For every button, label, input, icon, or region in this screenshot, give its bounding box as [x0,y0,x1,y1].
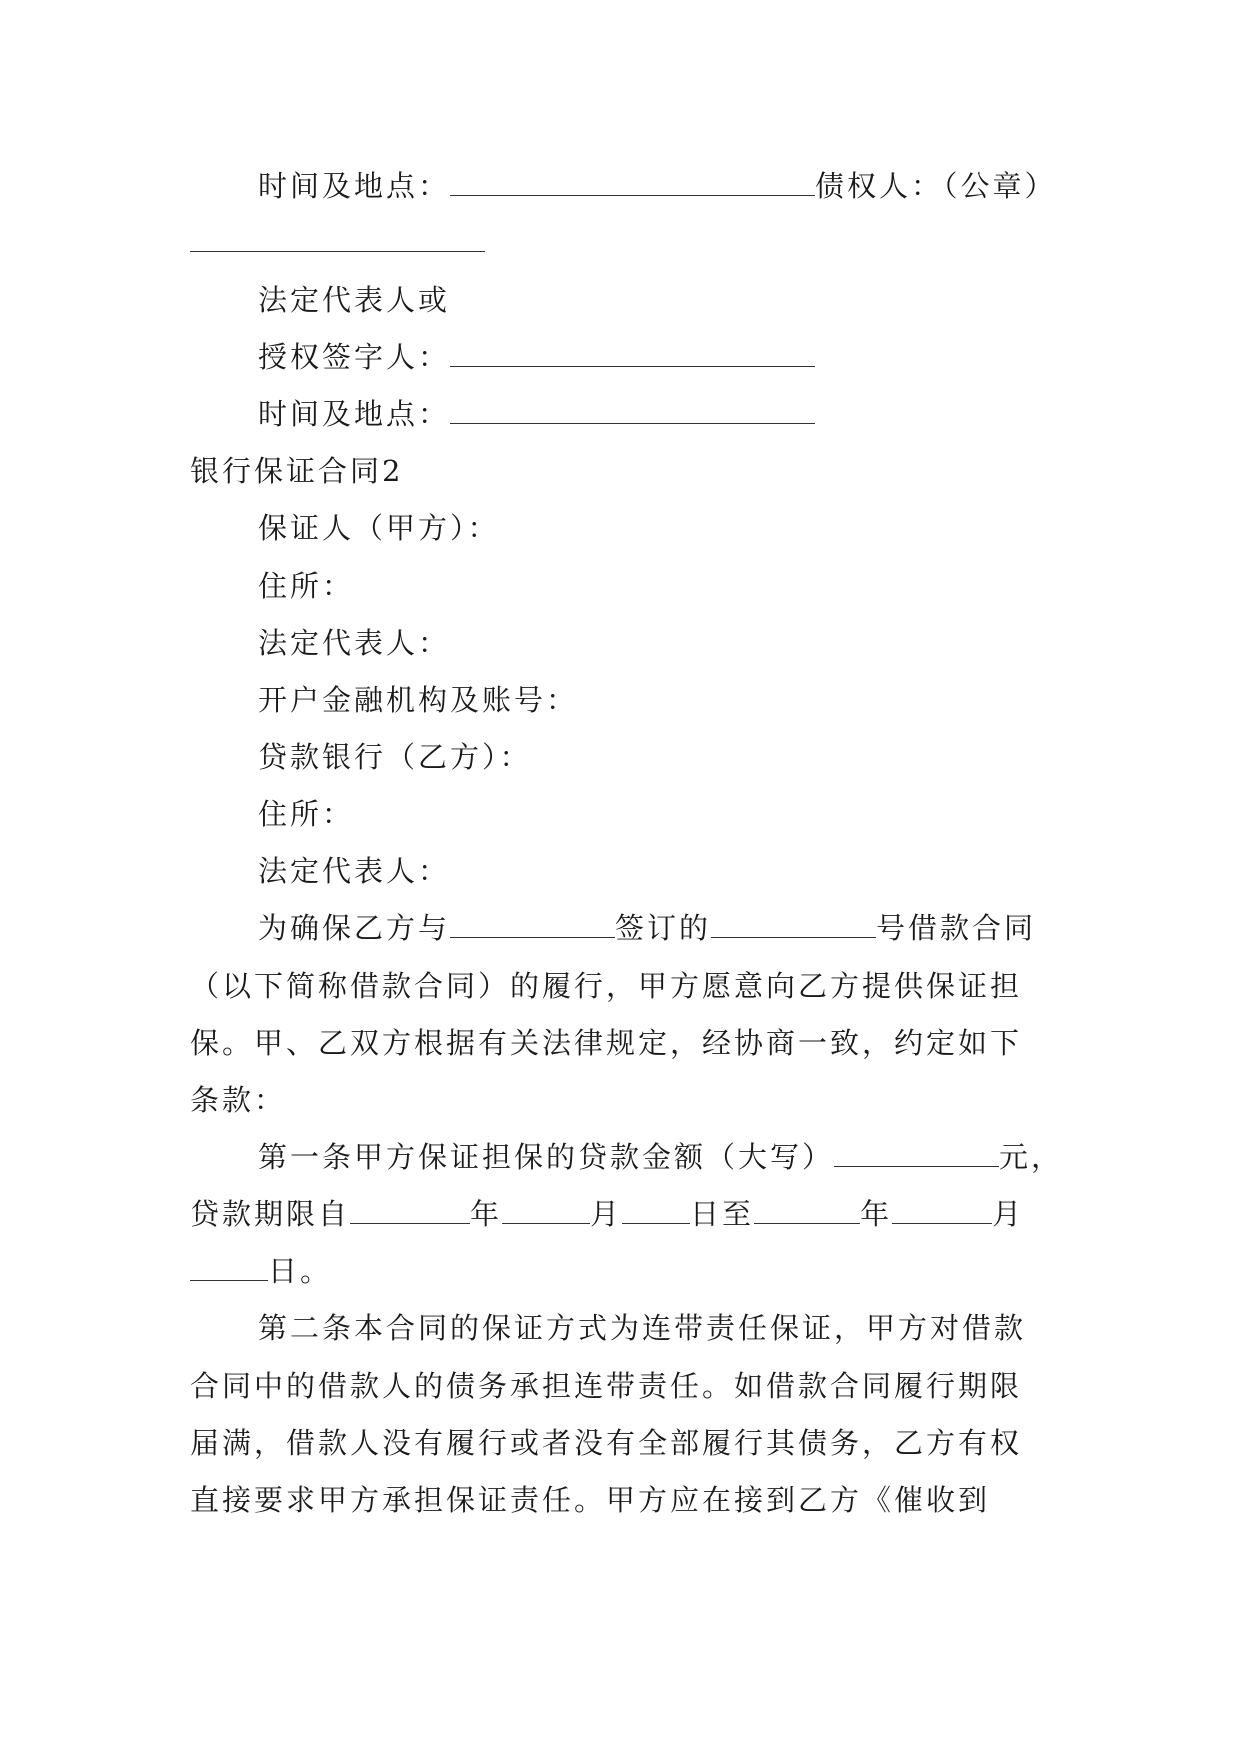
day-label: 日。 [268,1254,333,1288]
year-label-1: 年 [470,1197,503,1231]
day-to-label: 日至 [690,1197,755,1231]
article2-line-3: 届满，借款人没有履行或者没有全部履行其债务，乙方有权 [190,1426,1023,1460]
preamble-text-c: 号借款合同 [876,911,1037,945]
month-label-2: 月 [992,1197,1025,1231]
legal-rep-or-line: 法定代表人或 [258,283,451,317]
contract-number-blank [711,911,876,938]
article2-line-2: 合同中的借款人的债务承担连带责任。如借款合同履行期限 [190,1369,1023,1403]
bank-account-label: 开户金融机构及账号： [258,683,579,717]
preamble-text-a: 为确保乙方与 [258,911,451,945]
guarantor-label: 保证人（甲方）： [258,511,500,545]
authorized-signer-label: 授权签字人： [258,340,451,374]
month-label-1: 月 [590,1197,623,1231]
end-year-blank [754,1197,860,1224]
article1-text-a: 第一条甲方保证担保的贷款金额（大写） [258,1140,835,1174]
preamble-line-1 [258,908,1036,948]
creditor-label: 债权人：（公章） [815,169,1057,203]
article2-line-1: 第二条本合同的保证方式为连带责任保证，甲方对借款 [258,1311,1027,1345]
start-year-blank [350,1197,470,1224]
preamble-text-b: 签订的 [615,911,712,945]
article2-line-4: 直接要求甲方承担保证责任。甲方应在接到乙方《催收到 [190,1483,991,1517]
time-place-line [258,166,1057,206]
preamble-line-2: （以下简称借款合同）的履行，甲方愿意向乙方提供保证担 [190,969,1023,1003]
start-month-blank [502,1197,590,1224]
creditor-seal-blank [190,225,485,252]
legal-rep-label-1: 法定代表人： [258,626,451,660]
year-label-2: 年 [860,1197,893,1231]
loan-term-label: 贷款期限自 [190,1197,351,1231]
end-day-blank [190,1254,268,1281]
address-label-2: 住所： [258,797,355,831]
article1-line-3 [190,1251,332,1291]
loan-amount-blank [834,1140,999,1167]
time-place-label: 时间及地点： [258,169,451,203]
preamble-line-3: 保。甲、乙双方根据有关法律规定，经协商一致，约定如下 [190,1026,1023,1060]
creditor-seal-line [190,222,485,262]
authorized-signer-line [258,337,815,377]
time-place-blank-2 [450,397,815,424]
time-place-label-2: 时间及地点： [258,397,451,431]
address-label-1: 住所： [258,569,355,603]
start-day-blank [622,1197,690,1224]
party-blank [450,911,615,938]
article1-line-2 [190,1194,1024,1234]
lender-label: 贷款银行（乙方）： [258,740,532,774]
article1-text-b: 元， [999,1140,1064,1174]
end-month-blank [892,1197,992,1224]
authorized-signer-blank [450,340,815,367]
legal-rep-label-2: 法定代表人： [258,854,451,888]
time-place-line-2 [258,394,815,434]
article1-line-1 [258,1137,1063,1177]
contract-title: 银行保证合同2 [190,454,404,488]
preamble-line-4: 条款： [190,1083,287,1117]
time-place-blank [450,169,815,196]
